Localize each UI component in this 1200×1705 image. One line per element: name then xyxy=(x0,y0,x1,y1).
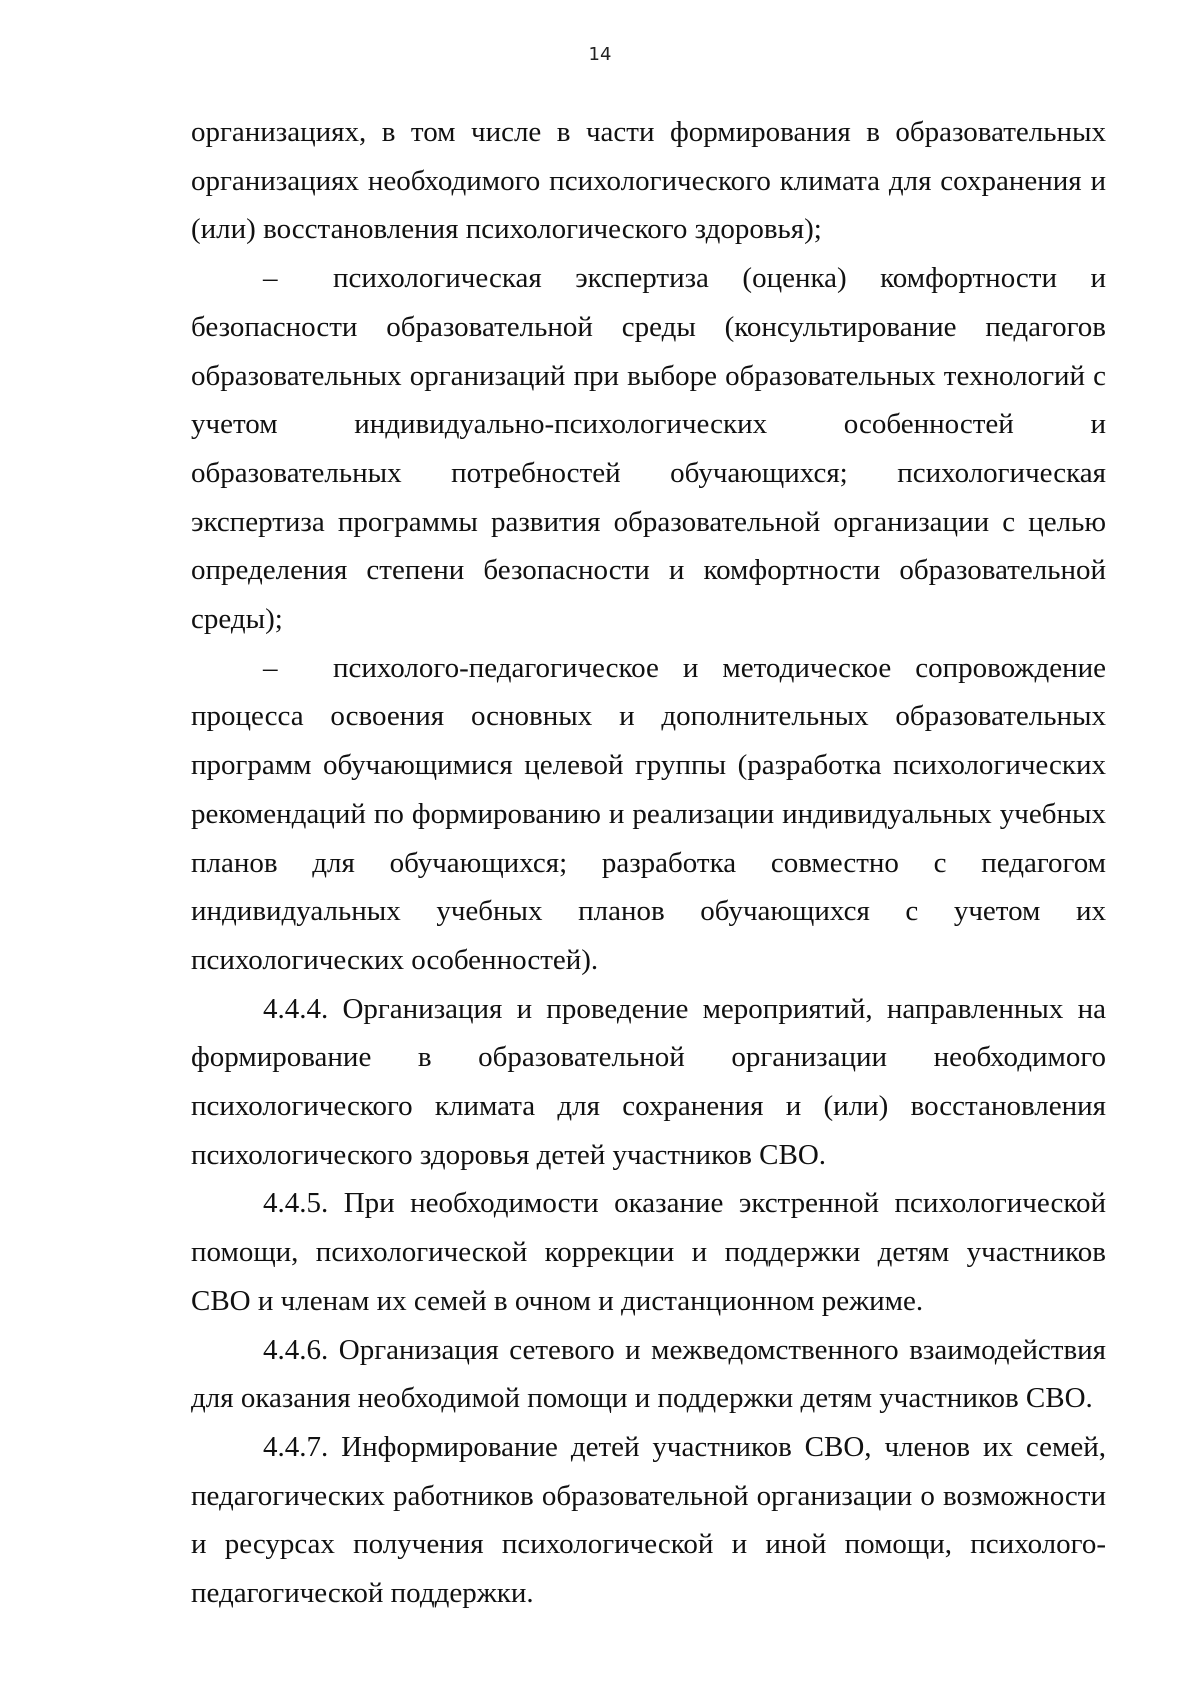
list-dash: – xyxy=(263,651,278,684)
page-number: 14 xyxy=(588,44,612,65)
paragraph-4-4-5: 4.4.5. При необходимости оказание экстренной психологической помощи, психологической коррекции и поддержки детям участников СВО и членам их семей в очном и дистанционном режиме. xyxy=(191,1187,1106,1317)
list-item-expertise xyxy=(191,254,1106,644)
list-item-support xyxy=(191,644,1106,985)
paragraph-4-4-7: 4.4.7. Информирование детей участников СВО, членов их семей, педагогических работников образовательной организации о возможности и ресурсах получения психологической и иной помощи, психолого-педагогической поддержки. xyxy=(191,1430,1106,1610)
document-body xyxy=(191,108,1106,1618)
list-dash: – xyxy=(263,262,278,295)
paragraph-4-4-4: 4.4.4. Организация и проведение мероприятий, направленных на формирование в образовательной организации необходимого психологического климата для сохранения и (или) восстановления психологического здоровья детей участников СВО. xyxy=(191,992,1106,1171)
paragraph-continuation: организациях, в том числе в части формирования в образовательных организациях необходимого психологического климата для сохранения и (или) восстановления психологического здоровья); xyxy=(191,116,1106,246)
paragraph-4-4-6: 4.4.6. Организация сетевого и межведомственного взаимодействия для оказания необходимой помощи и поддержки детям участников СВО. xyxy=(191,1333,1106,1415)
list-item-text: психолого-педагогическое и методическое сопровождение процесса освоения основных и дополнительных образовательных программ обучающимися целевой группы (разработка психологических рекомендаций по формированию и реализации индивидуальных учебных планов для обучающихся; разработка совместно с педагогом индивидуальных учебных планов обучающихся с учетом их психологических особенностей). xyxy=(191,651,1106,976)
list-item-text: психологическая экспертиза (оценка) комфортности и безопасности образовательной среды (консультирование педагогов образовательных организаций при выборе образовательных технологий с учетом индивидуально-психологических особенностей и образовательных потребностей обучающихся; психологическая экспертиза программы развития образовательной организации с целью определения степени безопасности и комфортности образовательной среды); xyxy=(191,262,1106,636)
